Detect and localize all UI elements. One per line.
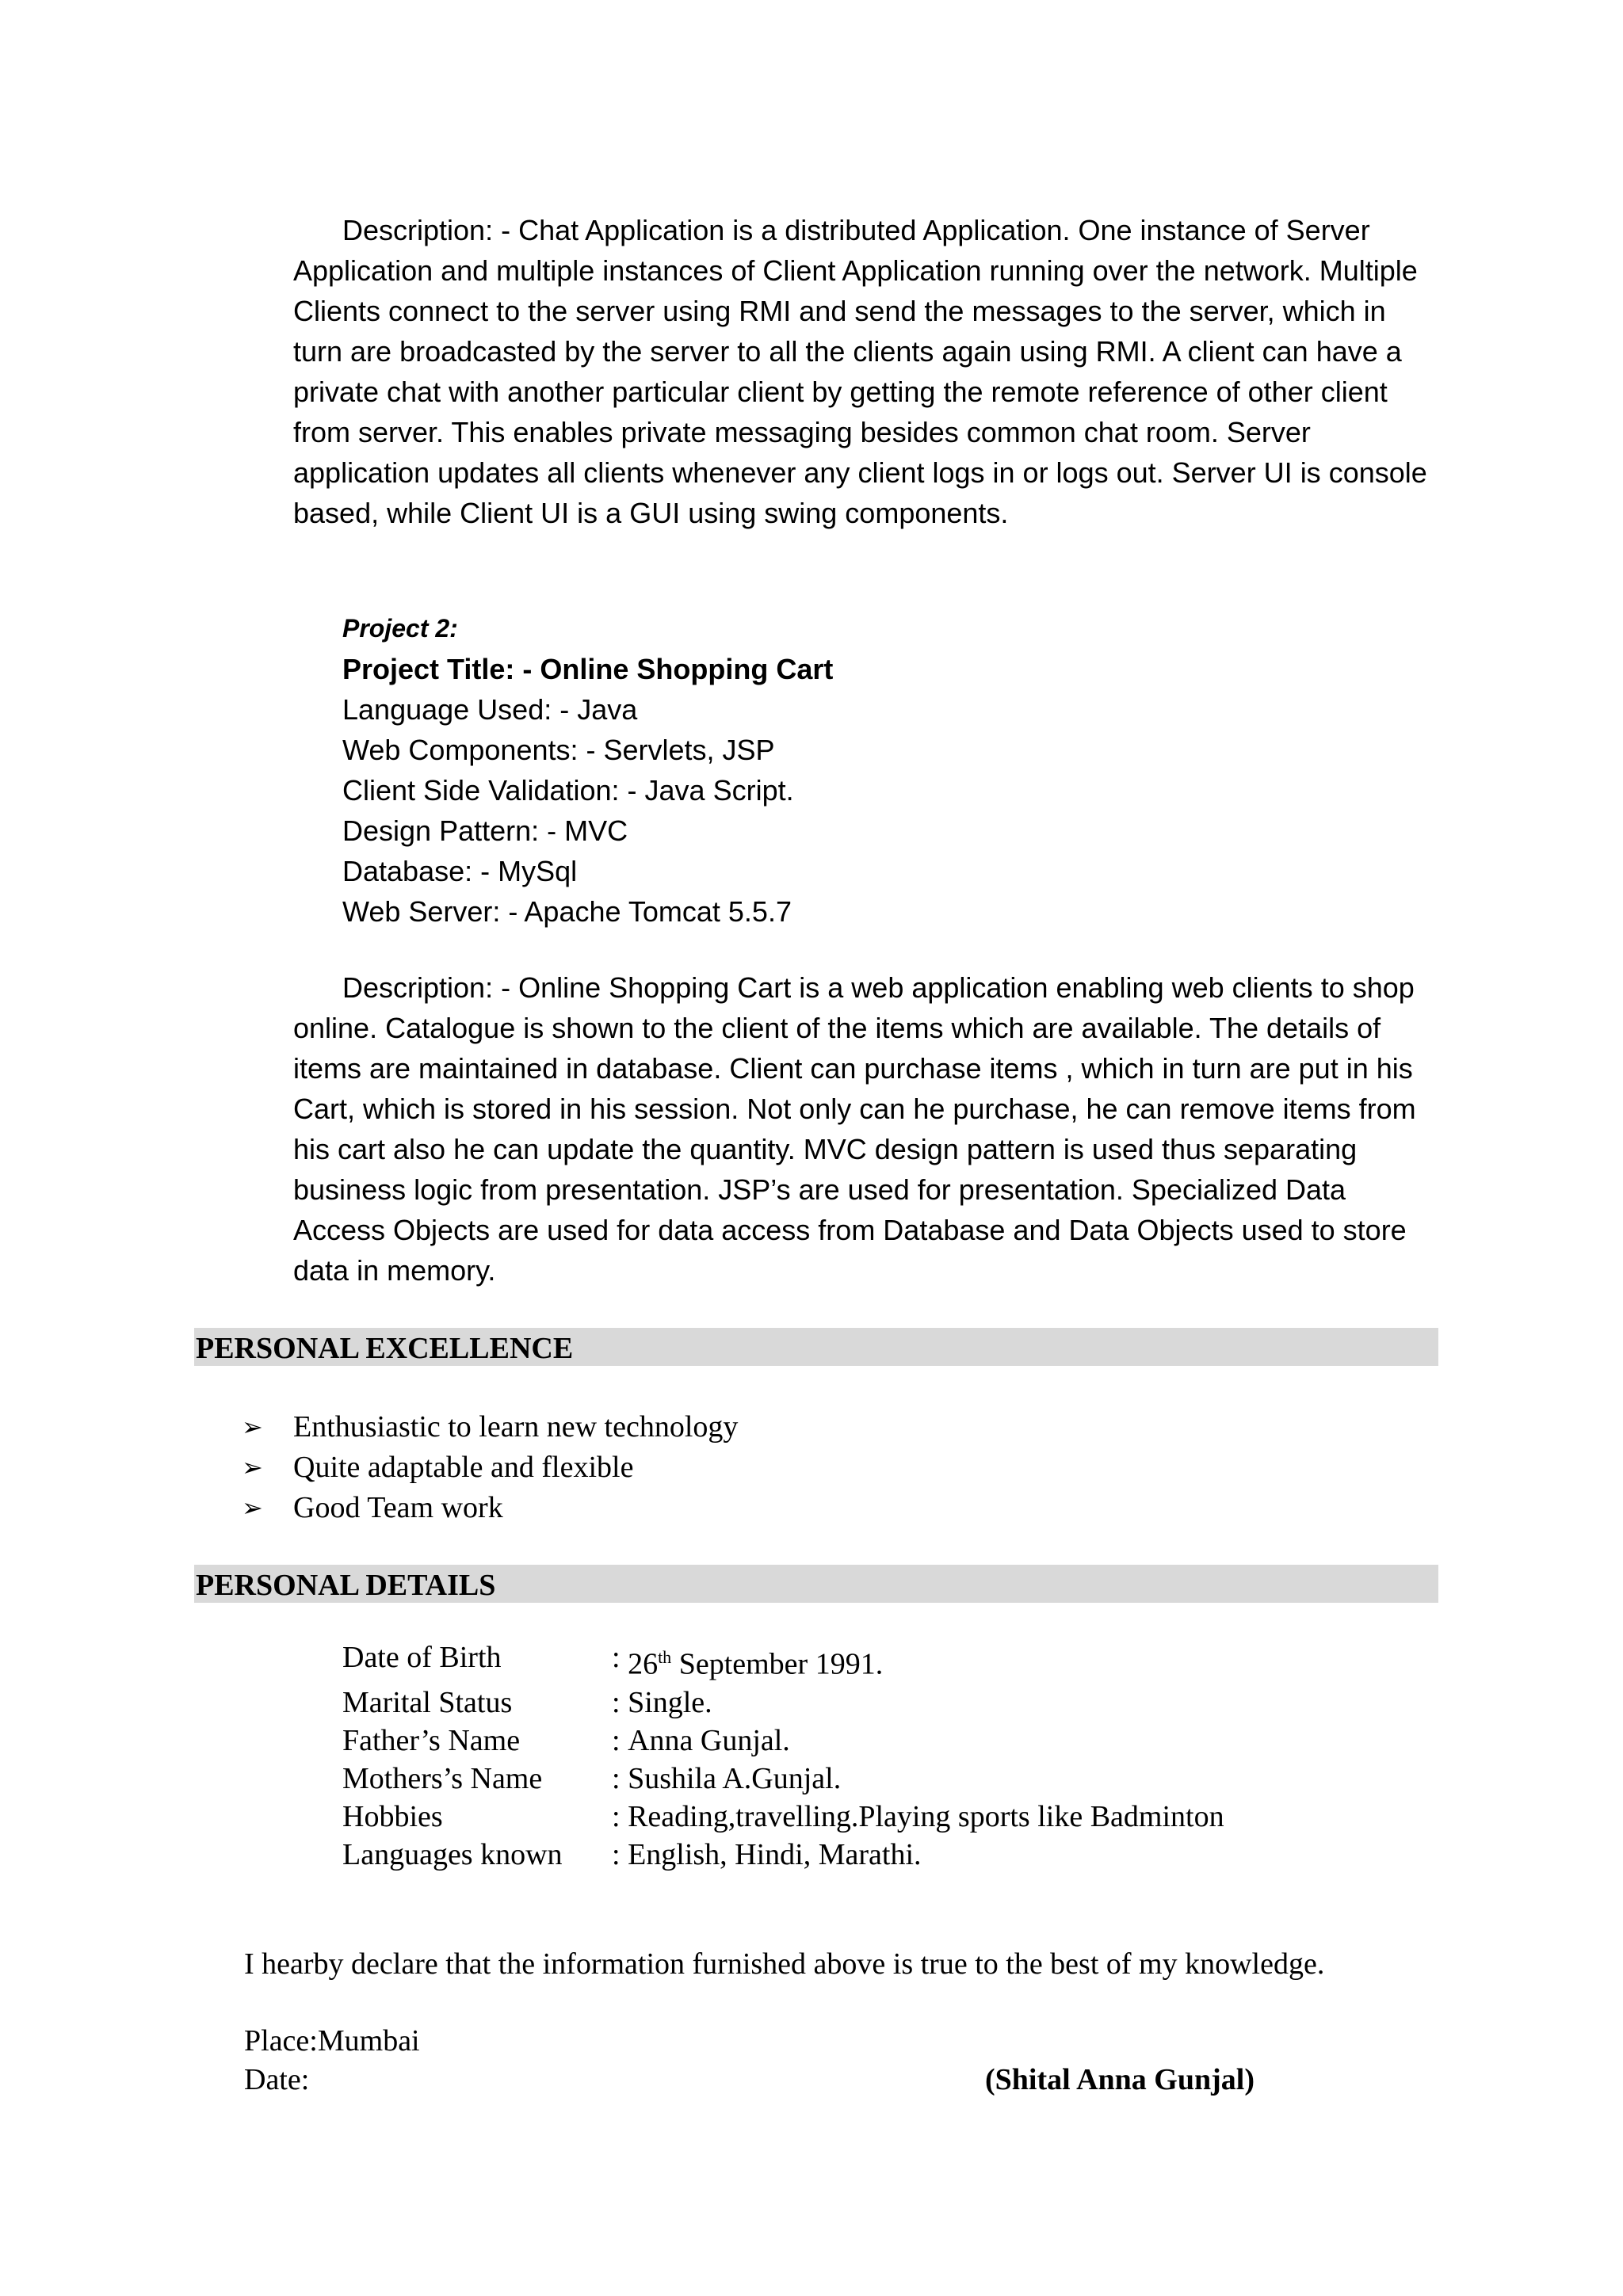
signature-name: (Shital Anna Gunjal): [985, 2063, 1254, 2096]
project2-database: Database: - MySql: [342, 855, 578, 887]
detail-key: Hobbies: [342, 1799, 443, 1833]
detail-separator: :: [612, 1641, 621, 1674]
personal-details-table: [342, 1638, 1224, 1874]
project2-design-pattern: Design Pattern: - MVC: [342, 814, 628, 847]
detail-key: Mothers’s Name: [342, 1761, 543, 1795]
list-item: [242, 1488, 738, 1528]
project2-web-components: Web Components: - Servlets, JSP: [342, 734, 775, 766]
detail-row-hobbies: [342, 1798, 1224, 1836]
detail-separator: :: [612, 1761, 621, 1795]
detail-value: English, Hindi, Marathi.: [628, 1837, 922, 1871]
detail-value: 26th September 1991.: [628, 1647, 884, 1681]
list-item-text: Enthusiastic to learn new technology: [293, 1410, 739, 1444]
project2-label: Project 2:: [342, 614, 458, 643]
section-header-personal-details: PERSONAL DETAILS: [194, 1565, 1438, 1603]
detail-row-fathers-name: [342, 1722, 1224, 1760]
section-header-personal-excellence: PERSONAL EXCELLENCE: [194, 1328, 1438, 1366]
detail-value: Single.: [628, 1685, 712, 1719]
arrowhead-bullet-icon: ➢: [242, 1453, 263, 1482]
declaration-text: I hearby declare that the information furnished above is true to the best of my knowledge.: [244, 1947, 1325, 1981]
detail-key: Father’s Name: [342, 1723, 521, 1757]
detail-value: Reading,travelling.Playing sports like Badminton: [628, 1799, 1224, 1833]
detail-separator: :: [612, 1799, 621, 1833]
arrowhead-bullet-icon: ➢: [242, 1413, 263, 1441]
detail-separator: :: [612, 1723, 621, 1757]
project2-web-server: Web Server: - Apache Tomcat 5.5.7: [342, 895, 792, 928]
place-line: Place:Mumbai: [244, 2024, 420, 2058]
personal-excellence-list: [242, 1407, 738, 1528]
detail-row-languages-known: [342, 1836, 1224, 1874]
detail-value: Sushila A.Gunjal.: [628, 1761, 842, 1795]
detail-row-date-of-birth: [342, 1638, 1224, 1684]
detail-key: Languages known: [342, 1837, 563, 1871]
project2-title: Project Title: - Online Shopping Cart: [342, 653, 834, 685]
list-item-text: Good Team work: [293, 1491, 503, 1524]
detail-row-mothers-name: [342, 1760, 1224, 1798]
detail-value: Anna Gunjal.: [628, 1723, 790, 1757]
project1-description: Description: - Chat Application is a distributed Application. One instance of Server Application and multiple instances of Client Application running over the network. Multiple Clients connect to the server using RMI and send the messages to the server, which in turn are broadcasted by the server to all the clients again using RMI. A client can have a private chat with another particular client by getting the remote reference of other client from server. This enables private messaging besides common chat room. Server application updates all clients whenever any client logs in or logs out. Server UI is console based, while Client UI is a GUI using swing components.: [293, 214, 1427, 529]
detail-key: Marital Status: [342, 1685, 513, 1719]
list-item: [242, 1447, 738, 1488]
project2-details: [342, 608, 1373, 932]
project2-client-validation: Client Side Validation: - Java Script.: [342, 774, 794, 807]
list-item: [242, 1407, 738, 1447]
date-line: Date:: [244, 2063, 310, 2096]
project2-description: Description: - Online Shopping Cart is a web application enabling web clients to shop online. Catalogue is shown to the client of the items which are available. The details of items are maintained in database. Client can purchase items , which in turn are put in his Cart, which is stored in his session. Not only can he purchase, he can remove items from his cart also he can update the quantity. MVC design pattern is used thus separating business logic from presentation. JSP’s are used for presentation. Specialized Data Access Objects are used for data access from Database and Data Objects used to store data in memory.: [293, 971, 1416, 1287]
project2-language: Language Used: - Java: [342, 693, 638, 726]
detail-row-marital-status: [342, 1684, 1224, 1722]
detail-separator: :: [612, 1685, 621, 1719]
detail-separator: :: [612, 1837, 621, 1871]
list-item-text: Quite adaptable and flexible: [293, 1451, 634, 1484]
arrowhead-bullet-icon: ➢: [242, 1493, 263, 1522]
detail-key: Date of Birth: [342, 1641, 502, 1674]
